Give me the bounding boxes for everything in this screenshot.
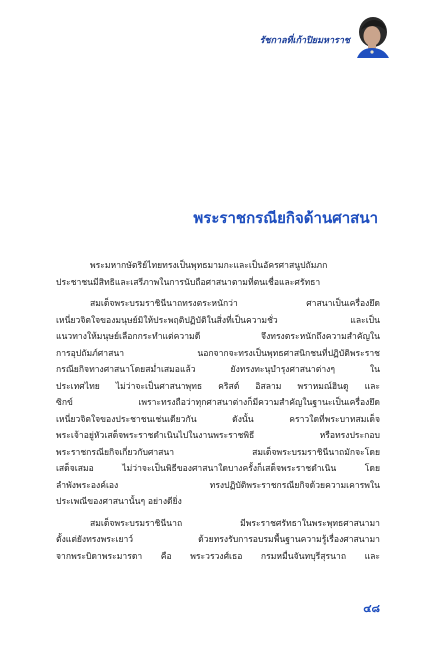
paragraph-line: พระมหากษัตริย์ไทยทรงเป็นพุทธมามกะและเป็นอัครศาสนูปถัมภก — [90, 261, 328, 271]
paragraph-line: สมเด็จพระบรมราชินีนาถทรงตระหนักว่า ศาสนาเป็นเครื่องยึด — [90, 299, 380, 309]
paragraph-line: จากพระบิดาพระมารดา คือ พระวรวงศ์เธอ กรมหมื่นจันทบุรีสุรนาถ และ — [56, 551, 380, 562]
running-header: รัชกาลที่เก้าปิยมหาราช — [259, 36, 350, 46]
paragraph-line: เหนี่ยวจิตใจของมนุษย์มิให้ประพฤติปฏิบัติในสิ่งที่เป็นความชั่ว และเป็น — [56, 315, 380, 326]
body-text — [56, 258, 380, 570]
portrait-illustration — [353, 14, 393, 58]
paragraph-line: ตั้งแต่ยังทรงพระเยาว์ ด้วยทรงรับการอบรมพื้นฐานความรู้เรื่องศาสนามา — [56, 535, 380, 545]
paragraph-2 — [56, 296, 380, 511]
paragraph-line: ซิกข์ เพราะทรงถือว่าทุกศาสนาต่างก็มีความสำคัญในฐานะเป็นเครื่องยึด — [56, 398, 380, 408]
paragraph-line: กรณียกิจทางศาสนาโดยสม่ำเสมอแล้ว ยังทรงทะนุบำรุงศาสนาต่างๆ ใน — [56, 365, 380, 375]
paragraph-line: ประชาชนมีสิทธิและเสรีภาพในการนับถือศาสนาตามที่ตนเชื่อและศรัทธา — [56, 277, 321, 288]
paragraph-line: ประเพณีของศาสนานั้นๆ อย่างดียิ่ง — [56, 497, 182, 507]
paragraph-line: เหนี่ยวจิตใจของประชาชนเช่นเดียวกัน ดังนั้น คราวใดที่พระบาทสมเด็จ — [56, 414, 380, 425]
paragraph-line: ลำพังพระองค์เอง ทรงปฏิบัติพระราชกรณียกิจด้วยความเคารพใน — [56, 480, 380, 491]
paragraph-line: การอุปถัมภ์ศาสนา นอกจากจะทรงเป็นพุทธศาสนิกชนที่ปฏิบัติพระราช — [56, 348, 380, 359]
section-title: พระราชกรณียกิจด้านศาสนา — [193, 209, 378, 227]
page-number: ๔๘ — [363, 602, 380, 615]
paragraph-1 — [56, 258, 380, 291]
paragraph-line: สมเด็จพระบรมราชินีนาถ มีพระราชศรัทธาในพระพุทธศาสนามา — [90, 518, 380, 529]
paragraph-line: ประเทศไทย ไม่ว่าจะเป็นศาสนาพุทธ คริสต์ อิสลาม พราหมณ์ฮินดู และ — [56, 381, 380, 392]
paragraph-line: เสด็จเสมอ ไม่ว่าจะเป็นพิธีของศาสนาใดบางครั้งก็เสด็จพระราชดำเนิน โดย — [56, 464, 380, 474]
paragraph-line: พระเจ้าอยู่หัวเสด็จพระราชดำเนินไปในงานพระราชพิธี หรือทรงประกอบ — [56, 431, 380, 441]
paragraph-line: พระราชกรณียกิจเกี่ยวกับศาสนา สมเด็จพระบรมราชินีนาถมักจะโดย — [56, 447, 380, 458]
portrait-image — [353, 14, 393, 58]
paragraph-3 — [56, 516, 380, 566]
paragraph-line: แนวทางให้มนุษย์เลือกกระทำแต่ความดี จึงทรงตระหนักถึงความสำคัญใน — [56, 332, 380, 342]
